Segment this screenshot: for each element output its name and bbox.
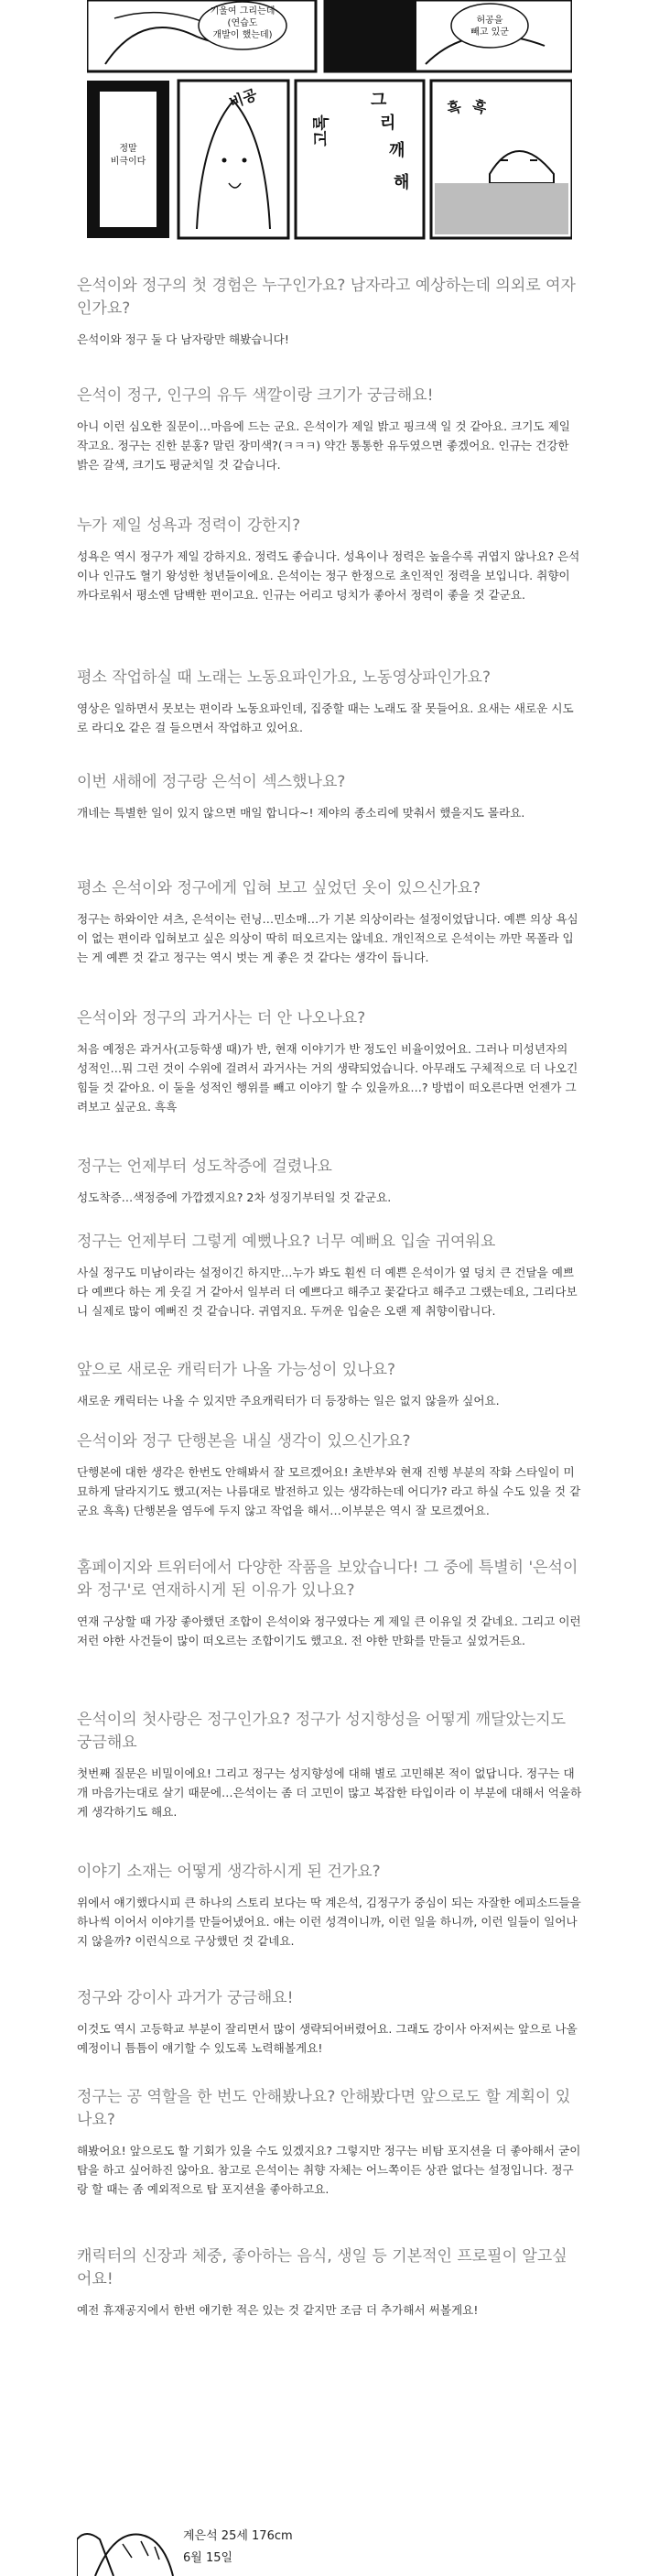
qa-item	[77, 275, 582, 349]
question: 이번 새해에 정구랑 은석이 섹스했나요?	[77, 773, 346, 791]
svg-text:(연습도: (연습도	[227, 18, 258, 28]
answer: 성도착증…색정증에 가깝겠지요? 2차 성징기부터일 것 같군요.	[77, 1190, 392, 1204]
svg-text:고록: 고록	[312, 114, 331, 147]
answer: 영상은 일하면서 못보는 편이라 노동요파인데, 집중할 때는 노래도 잘 못들어요. 요새는 새로운 시도로 라디오 같은 걸 들으면서 작업하고 있어요.	[77, 701, 574, 734]
svg-text:그: 그	[371, 91, 387, 110]
svg-text:빼고 있군: 빼고 있군	[470, 27, 509, 38]
answer: 새로운 캐릭터는 나올 수 있지만 주요캐릭터가 더 등장하는 일은 없지 않을까 싶어요.	[77, 1394, 500, 1408]
qa-item	[77, 1231, 582, 1321]
qa-item	[77, 771, 582, 822]
question: 앞으로 새로운 캐릭터가 나올 가능성이 있나요?	[77, 1361, 396, 1379]
question: 은석이 정구, 인구의 유두 색깔이랑 크기가 궁금해요!	[77, 386, 434, 405]
question: 은석이와 정구 단행본을 내실 생각이 있으신가요?	[77, 1432, 411, 1451]
question: 정구는 언제부터 성도착증에 걸렸나요	[77, 1158, 332, 1176]
question: 정구는 공 역할을 한 번도 안해봤나요? 안해봤다면 앞으로도 할 계획이 있나요?	[77, 2088, 571, 2129]
qa-item	[77, 1709, 582, 1821]
question: 은석이와 정구의 과거사는 더 안 나오나요?	[77, 1009, 366, 1027]
question: 은석이의 첫사랑은 정구인가요? 정구가 성지향성을 어떻게 깨달았는지도 궁금해요	[77, 1711, 567, 1752]
qa-item	[77, 2245, 582, 2320]
profile-illustration	[77, 2521, 582, 2576]
qa-item	[77, 2086, 582, 2199]
question: 은석이와 정구의 첫 경험은 누구인가요? 남자라고 예상하는데 의외로 여자인가요?	[77, 277, 576, 318]
qa-item	[77, 1359, 582, 1410]
qa-item	[77, 1007, 582, 1116]
profile-birthday-line: 6월 15일	[183, 2551, 233, 2565]
svg-text:해: 해	[394, 173, 410, 192]
comic-bubble-text: 기울여 그리는데	[210, 6, 275, 16]
qa-item	[77, 515, 582, 604]
svg-text:허공을: 허공을	[476, 16, 503, 26]
answer: 처음 예정은 과거사(고등학생 때)가 반, 현재 이야기가 반 정도인 비율이었어요. 그러나 미성년자의 성적인…뭐 그런 것이 수위에 걸려서 과거사는 거의 생략되었습니다. 아무래도 구체적으로 더 나오긴 힘들 것 같아요. 이 둘을 성적인 행위를 빼고 이야기 할 수 있을까요…? 방법이 떠오른다면 언젠가 그려보고 싶군요. 흑흑	[77, 1042, 578, 1114]
qa-item	[77, 1557, 582, 1650]
question: 평소 작업하실 때 노래는 노동요파인가요, 노동영상파인가요?	[77, 668, 491, 687]
question: 정구는 언제부터 그렇게 예뻤나요? 너무 예뻐요 입술 귀여워요	[77, 1233, 496, 1251]
question: 홈페이지와 트위터에서 다양한 작품을 보았습니다! 그 중에 특별히 '은석이와 정구'로 연재하시게 된 이유가 있나요?	[77, 1559, 578, 1600]
answer: 은석이와 정구 둘 다 남자랑만 해봤습니다!	[77, 332, 289, 346]
qa-item	[77, 877, 582, 967]
svg-text:깨: 깨	[389, 141, 405, 160]
qa-item	[77, 385, 582, 474]
answer: 아니 이런 심오한 질문이…마음에 드는 군요. 은석이가 제일 밝고 핑크색 일 것 같아요. 크기도 제일 작고요. 정구는 진한 분홍? 말린 장미색?(ㅋㅋㅋ) 약간 통통한 유두였으면 좋겠어요. 인규는 건강한 밝은 갈색, 크기도 평균치일 것 같습니다.	[77, 419, 570, 472]
answer: 해봤어요! 앞으로도 할 기회가 있을 수도 있겠지요? 그렇지만 정구는 비탐 포지션을 더 좋아해서 굳이 탑을 하고 싶어하진 않아요. 참고로 은석이는 취향 자체는 어느쪽이든 상관 없다는 설정입니다. 정구랑 할 때는 좀 예외적으로 탑 포지션을 좋아하고요.	[77, 2144, 581, 2196]
qa-item	[77, 1430, 582, 1520]
svg-text:리: 리	[380, 114, 396, 133]
answer: 이것도 역시 고등학교 부분이 잘리면서 많이 생략되어버렸어요. 그래도 강이사 아저씨는 앞으로 나올 예정이니 틈틈이 얘기할 수 있도록 노력해볼게요!	[77, 2022, 578, 2055]
answer: 사실 정구도 미남이라는 설정이긴 하지만…누가 봐도 훤씬 더 예쁜 은석이가 옆 덩치 큰 건달을 예쁘다 예쁘다 하는 게 웃길 거 같아서 일부러 더 예쁘다고 해주고 꽃같다고 해주고 그랬는데요, 그리다보니 실제로 많이 예뻐진 것 같습니다. 귀엽지요. 두꺼운 입술은 오랜 제 취향이랍니다.	[77, 1266, 578, 1318]
question: 캐릭터의 신장과 체중, 좋아하는 음식, 생일 등 기본적인 프로필이 알고싶어요!	[77, 2247, 567, 2288]
svg-text:정말: 정말	[119, 144, 137, 154]
profile-name-line: 계은석 25세 176cm	[183, 2529, 293, 2543]
question: 정구와 강이사 과거가 궁금해요!	[77, 1989, 294, 2007]
svg-text:흑: 흑	[445, 97, 463, 118]
question: 누가 제일 성욕과 정력이 강한지?	[77, 516, 301, 535]
answer: 예전 휴재공지에서 한번 얘기한 적은 있는 것 같지만 조금 더 추가해서 써볼게요!	[77, 2303, 479, 2317]
qa-item	[77, 1987, 582, 2058]
svg-text:비공: 비공	[226, 85, 260, 112]
qa-item	[77, 667, 582, 737]
answer: 정구는 하와이안 셔츠, 은석이는 런닝…민소매…가 기본 의상이라는 설정이었답니다. 예쁜 의상 욕심이 없는 편이라 입혀보고 싶은 의상이 딱히 떠오르지는 않네요. 개인적으로 은석이는 까만 목폴라 입는 게 예쁜 것 같고 정구는 역시 벗는 게 좋은 것 같다는 생각이 듭니다.	[77, 912, 578, 964]
svg-text:비극이다: 비극이다	[110, 157, 146, 167]
qa-item	[77, 1861, 582, 1951]
question: 평소 은석이와 정구에게 입혀 보고 싶었던 옷이 있으신가요?	[77, 879, 481, 897]
question: 이야기 소재는 어떻게 생각하시게 된 건가요?	[77, 1863, 381, 1881]
answer: 첫번째 질문은 비밀이에요! 그리고 정구는 성지향성에 대해 별로 고민해본 적이 없답니다. 정구는 대개 마음가는대로 살기 때문에…은석이는 좀 더 고민이 많고 복잡한 타입이라 이 부분에 대해서 억울하게 생각하기도 해요.	[77, 1766, 582, 1819]
svg-text:개발이 했는데): 개발이 했는데)	[212, 30, 273, 40]
svg-text:흑: 흑	[470, 96, 489, 117]
answer: 단행본에 대한 생각은 한번도 안해봐서 잘 모르겠어요! 초반부와 현재 진행 부분의 작화 스타일이 미묘하게 달라지기도 했고(저는 나름대로 발전하고 있는 생각하는데 어디가? 라고 하실 수도 있을 것 같군요 흑흑) 단행본을 염두에 두지 않고 작업을 해서…이부분은 역시 잘 모르겠어요.	[77, 1465, 581, 1517]
answer: 개네는 특별한 일이 있지 않으면 매일 합니다~! 제야의 종소리에 맞춰서 했을지도 몰라요.	[77, 806, 525, 820]
qa-item	[77, 1156, 582, 1207]
answer: 연재 구상할 때 가장 좋아했던 조합이 은석이와 정구였다는 게 제일 큰 이유일 것 같네요. 그리고 이런저런 야한 사건들이 많이 떠오르는 조합이기도 했고요. 전 야한 만화를 만들고 싶었거든요.	[77, 1614, 581, 1647]
comic-strip	[87, 0, 572, 245]
answer: 성욕은 역시 정구가 제일 강하지요. 정력도 좋습니다. 성욕이나 정력은 높을수록 귀엽지 않나요? 은석이나 인규도 혈기 왕성한 청년들이에요. 은석이는 정구 한정으로 초인적인 정력을 보입니다. 취향이 까다로워서 평소엔 담백한 편이고요. 인규는 어리고 덩치가 좋아서 정력이 좋을 것 같군요.	[77, 549, 580, 602]
answer: 위에서 얘기했다시피 큰 하나의 스토리 보다는 딱 계은석, 김정구가 중심이 되는 자잘한 에피소드들을 하나씩 이어서 이야기를 만들어냈어요. 얘는 이런 성격이니까, 이런 일을 하니까, 이런 일들이 일어나지 않을까? 이런식으로 구상했던 것 같네요.	[77, 1896, 581, 1948]
